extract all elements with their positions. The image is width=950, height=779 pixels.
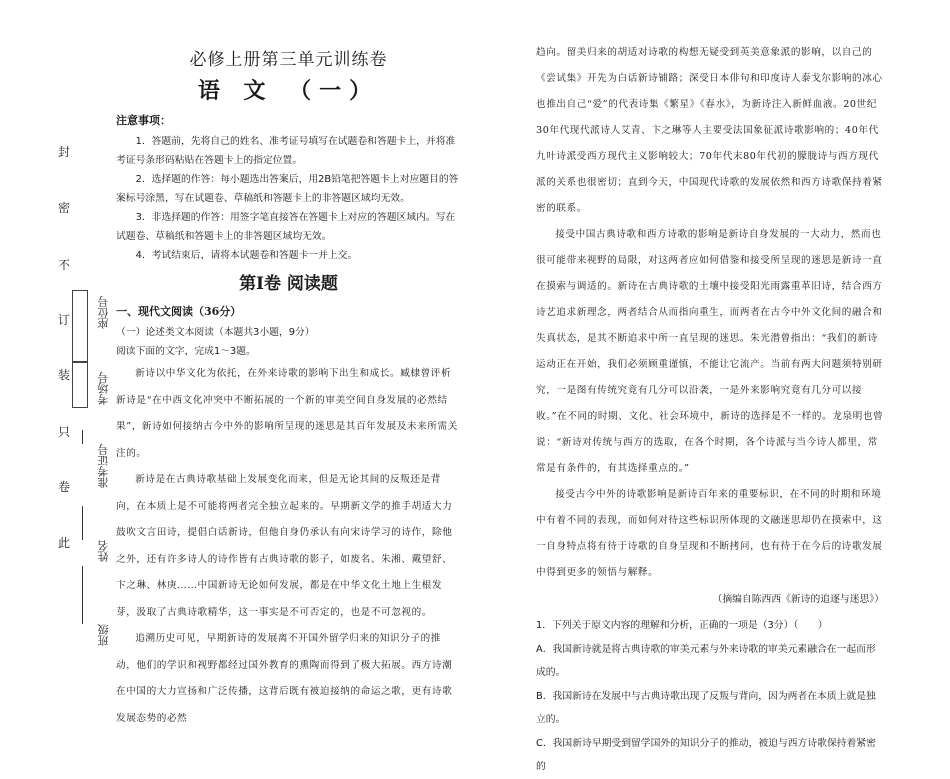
passage-paragraph: 新诗以中华文化为依托，在外来诗歌的影响下出生和成长。臧棣曾评析新诗是“在中西文化冲突中不断拓展的一个新的审美空间自身发展的必然结果”，新诗如何接纳古今中外的影响所呈现的迷思是其百年发展及未来所需关注的。 [116,368,458,459]
seat-number-label: 座位号 [97,296,110,329]
seal-char: 不 [58,258,71,272]
notice-item: 1．答题前，先将自己的姓名、准考证号填写在试题卷和答题卡上，并将准考证号条形码粘贴在答题卡上的指定位置。 [116,136,456,166]
section-title: 第Ⅰ卷 阅读题 [239,274,338,294]
right-column [536,40,884,779]
name-line[interactable] [82,506,83,540]
name-label: 姓名 [97,540,110,562]
seal-char: 密 [58,201,71,215]
question-option[interactable]: B．我国新诗在发展中与古典诗歌出现了反叛与背向，因为两者在本质上就是独立的。 [536,690,876,725]
class-line[interactable] [82,566,83,624]
class-label: 班级 [97,624,110,646]
notice-heading: 注意事项： [116,114,171,127]
exam-room-label: 考场号 [97,372,110,405]
seal-char: 此 [58,536,71,550]
notice-item: 4．考试结束后，请将本试题卷和答题卡一并上交。 [135,250,358,261]
seat-number-box[interactable] [72,290,88,362]
seal-char: 卷 [58,480,71,494]
notice-item: 2．选择题的作答：每小题选出答案后，用2B铅笔把答题卡上对应题目的答案标号涂黑，写在试题卷、草稿纸和答题卡上的非答题区域均无效。 [116,174,459,204]
passage-paragraph: 趋向。留美归来的胡适对诗歌的构想无疑受到英美意象派的影响，以自己的《尝试集》开先为白话新诗铺路；深受日本俳句和印度诗人泰戈尔影响的冰心也推出自己“爱”的代表诗集《繁星》《春水》，为新诗注入新鲜血液。20世纪30年代现代派诗人艾青、卞之琳等人主要受法国象征派诗歌影响的；40年代九叶诗派受西方现代主义影响较大；70年代末80年代初的朦胧诗与西方现代派的关系也很密切；直到今天，中国现代诗歌的发展依然和西方诗歌保持着紧密的联系。 [536,47,883,214]
part-heading: 一、现代文阅读（36分） [116,305,242,318]
passage-paragraph: 追溯历史可见，早期新诗的发展离不开国外留学归来的知识分子的推动，他们的学识和视野都经过国外教育的熏陶而得到了极大拓展。西方诗潮在中国的大力宣扬和广泛传播，这背后既有被迫接纳的命运之歌，更有诗歌发展态势的必然 [116,633,453,724]
seal-char: 装 [58,368,71,382]
seal-char: 封 [58,145,71,159]
question-option[interactable]: A．我国新诗就是将古典诗歌的审美元素与外来诗歌的审美元素融合在一起而形成的。 [536,643,876,678]
seal-char: 只 [58,425,71,439]
admission-number-line[interactable] [82,430,83,444]
sub-section-heading: （一）论述类文本阅读（本题共3小题，9分） [116,327,315,338]
reading-instruction: 阅读下面的文字，完成1～3题。 [116,346,256,357]
passage-source: （摘编自陈西西《新诗的追逐与迷思》） [712,594,884,605]
passage-paragraph: 新诗是在古典诗歌基础上发展变化而来，但是无论其间的反叛还是背向，在本质上是不可能将两者完全独立起来的。早期新文学的推手胡适大力鼓吹文言田诗，提倡白话新诗，但他自身仍承认有向宋诗学习的诗作，除他之外，还有许多诗人的诗作皆有古典诗歌的影子，如废名、朱湘、戴望舒、卞之琳、林庚……中国新诗无论如何发展，都是在中华文化土地上生根发芽，汲取了古典诗歌精华，这一事实是不可否定的，也是不可忽视的。 [116,474,453,618]
question-option[interactable]: C．我国新诗早期受到留学国外的知识分子的推动，被迫与西方诗歌保持着紧密的 [536,737,876,772]
exam-title: 语 文 （一） [197,78,380,104]
admission-number-label: 准考证号 [97,444,110,488]
left-column [116,48,461,732]
passage-paragraph: 接受古今中外的诗歌影响是新诗百年来的重要标识，在不同的时期和环境中有着不同的表现，而如何对待这些标识所体现的文融迷思却仍在摸索中，这一自身特点将有待于诗歌的自身呈现和不断拷问，也有待于在今后的诗歌发展中得到更多的领悟与解释。 [536,489,883,578]
question-stem: 1．下列关于原文内容的理解和分析，正确的一项是（3分）（ ） [536,620,828,631]
exam-subtitle: 必修上册第三单元训练卷 [189,50,388,70]
exam-room-box[interactable] [72,362,88,408]
passage-paragraph: 接受中国古典诗歌和西方诗歌的影响是新诗自身发展的一大动力，然而也很可能带来视野的局限，对这两者应如何借鉴和接受所呈现的迷思是新诗一直在摸索与调适的。新诗在古典诗歌的土壤中接受阳光雨露重革旧诗，结合西方诗艺追求新理念，两者结合从而指向重生，而两者在古今中外文化间的融合和失真状态，是其不断追求中所一直呈现的迷思。朱光潜曾指出：“我们的新诗运动正在开始，我们必须顾重谨慎，不能让它流产。当前有两大问题须特别研究，一是图有传统究竟有几分可以沿袭，一是外来影响究竟有几分可以接收。”在不同的时期、文化、社会环境中，新诗的选择是不一样的。龙泉明也曾说：“新诗对传统与西方的选取，在各个时期，各个诗派与当今诗人都里，常常是有条件的，有其选择重点的。” [536,229,884,474]
seal-char: 订 [58,313,71,327]
notice-item: 3．非选择题的作答：用签字笔直接答在答题卡上对应的答题区域内。写在试题卷、草稿纸和答题卡上的非答题区域均无效。 [116,212,456,242]
